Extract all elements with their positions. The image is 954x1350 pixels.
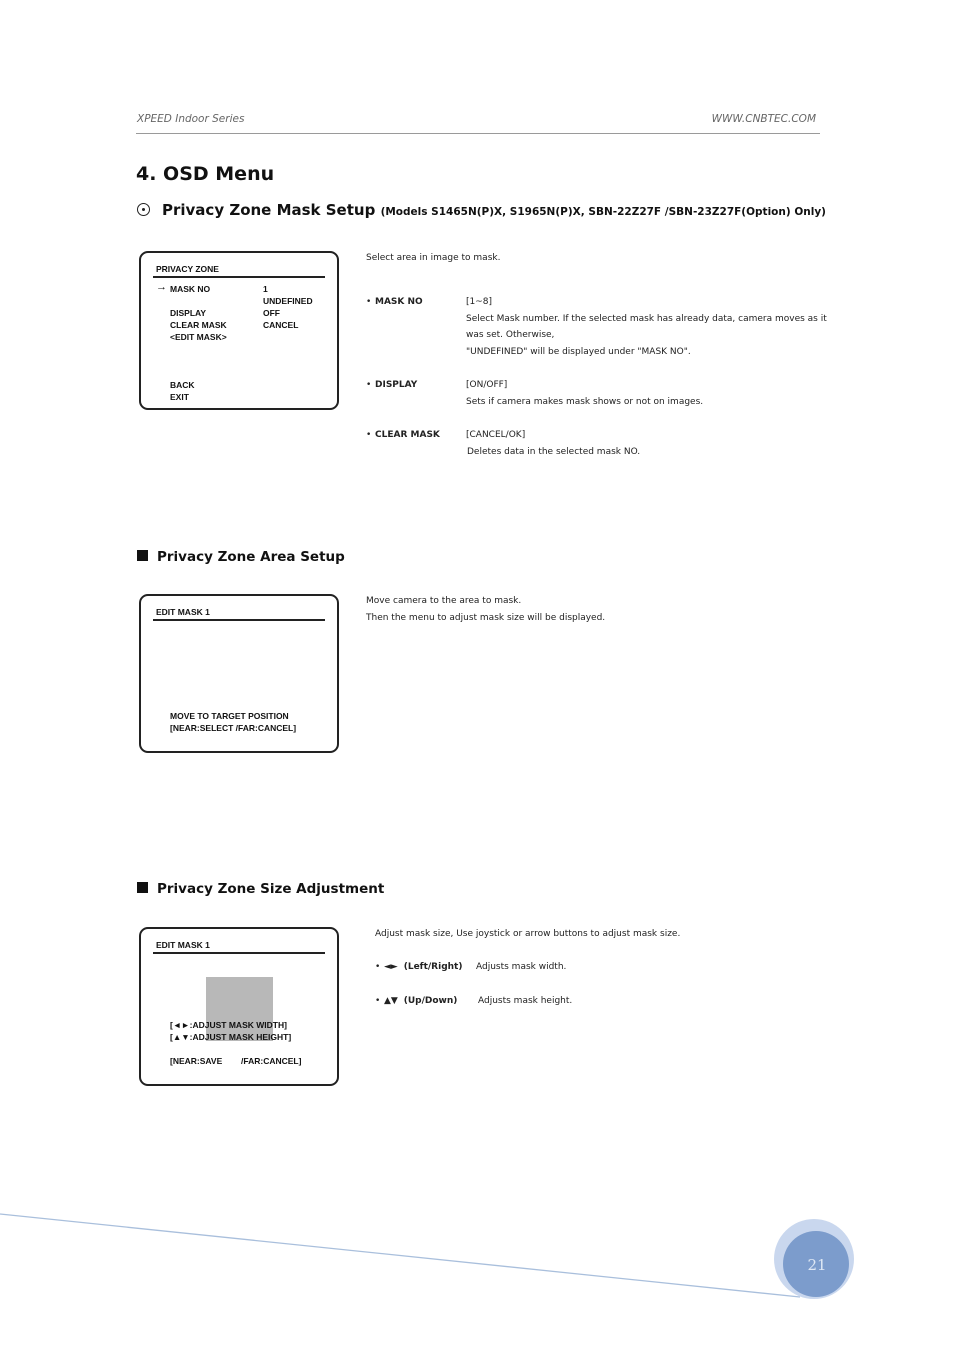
item-mask-no-desc-line: was set. Otherwise,	[466, 330, 555, 340]
osd-clear-mask-label: CLEAR MASK	[170, 320, 227, 330]
item-label: MASK NO	[375, 297, 423, 307]
osd-mask-no-label: MASK NO	[170, 284, 211, 294]
bullet-dot: •	[366, 380, 372, 390]
osd-near-far-line: [NEAR:SELECT /FAR:CANCEL]	[170, 723, 297, 733]
section-heading: Privacy Zone Mask Setup	[162, 201, 376, 219]
osd-edit-mask-label: <EDIT MASK>	[170, 332, 227, 342]
item-label: (Left/Right)	[403, 962, 463, 972]
osd-display-label: DISPLAY	[170, 308, 207, 318]
item-display-range: [ON/OFF]	[466, 380, 508, 390]
item-label: DISPLAY	[375, 380, 418, 390]
up-down-arrows-icon: ▲▼	[384, 996, 398, 1006]
osd-mask-no-status: UNDEFINED	[263, 296, 313, 306]
page-title: 4. OSD Menu	[136, 163, 275, 185]
osd-adjust-height-line: [▲▼:ADJUST MASK HEIGHT]	[170, 1032, 292, 1042]
item-label: (Up/Down)	[403, 996, 458, 1006]
page-number: 21	[807, 1256, 827, 1274]
area-setup-line: Then the menu to adjust mask size will be displayed.	[366, 613, 606, 623]
osd-adjust-width-line: [◄►:ADJUST MASK WIDTH]	[170, 1020, 287, 1030]
bullet-dot: •	[375, 962, 381, 972]
bullet-dot: •	[375, 996, 381, 1006]
osd-near-save: [NEAR:SAVE	[170, 1056, 223, 1066]
osd-far-cancel: /FAR:CANCEL]	[241, 1056, 302, 1066]
header-series: XPEED Indoor Series	[137, 113, 245, 125]
bullet-dot: •	[366, 297, 372, 307]
left-right-arrows-icon: ◄►	[384, 962, 398, 972]
osd-cursor-arrow-icon: →	[156, 281, 167, 293]
item-mask-no-desc-line: Select Mask number. If the selected mask has already data, camera moves as it	[466, 314, 827, 324]
osd-display-value: OFF	[263, 308, 280, 318]
item-mask-no-range: [1~8]	[466, 297, 493, 307]
item-label: CLEAR MASK	[375, 430, 440, 440]
item-mask-no-desc-line: "UNDEFINED" will be displayed under "MASK NO".	[466, 347, 691, 357]
osd-mask-no-value: 1	[263, 284, 268, 294]
osd-title: EDIT MASK 1	[156, 940, 210, 950]
item-display-desc-line: Sets if camera makes mask shows or not on images.	[466, 397, 704, 407]
item-clear-mask-desc-line: Deletes data in the selected mask NO.	[467, 447, 641, 457]
osd-exit-label: EXIT	[170, 392, 189, 402]
section-heading: Privacy Zone Size Adjustment	[157, 881, 385, 897]
osd-clear-mask-value: CANCEL	[263, 320, 299, 330]
mask-setup-intro: Select area in image to mask.	[366, 253, 501, 263]
section-heading: Privacy Zone Area Setup	[157, 549, 345, 565]
osd-back-label: BACK	[170, 380, 195, 390]
item-left-right-desc: Adjusts mask width.	[476, 962, 567, 972]
section-models-note: (Models S1465N(P)X, S1965N(P)X, SBN-22Z27F /SBN-23Z27F(Option) Only)	[380, 206, 826, 218]
bullet-dot: •	[366, 430, 372, 440]
osd-move-line: MOVE TO TARGET POSITION	[170, 711, 289, 721]
osd-title: EDIT MASK 1	[156, 607, 210, 617]
area-setup-line: Move camera to the area to mask.	[366, 596, 522, 606]
header-website: WWW.CNBTEC.COM	[711, 113, 816, 125]
item-up-down-desc: Adjusts mask height.	[478, 996, 573, 1006]
size-adjust-intro: Adjust mask size, Use joystick or arrow buttons to adjust mask size.	[375, 929, 681, 939]
item-clear-mask-range: [CANCEL/OK]	[466, 430, 526, 440]
osd-title: PRIVACY ZONE	[156, 264, 219, 274]
